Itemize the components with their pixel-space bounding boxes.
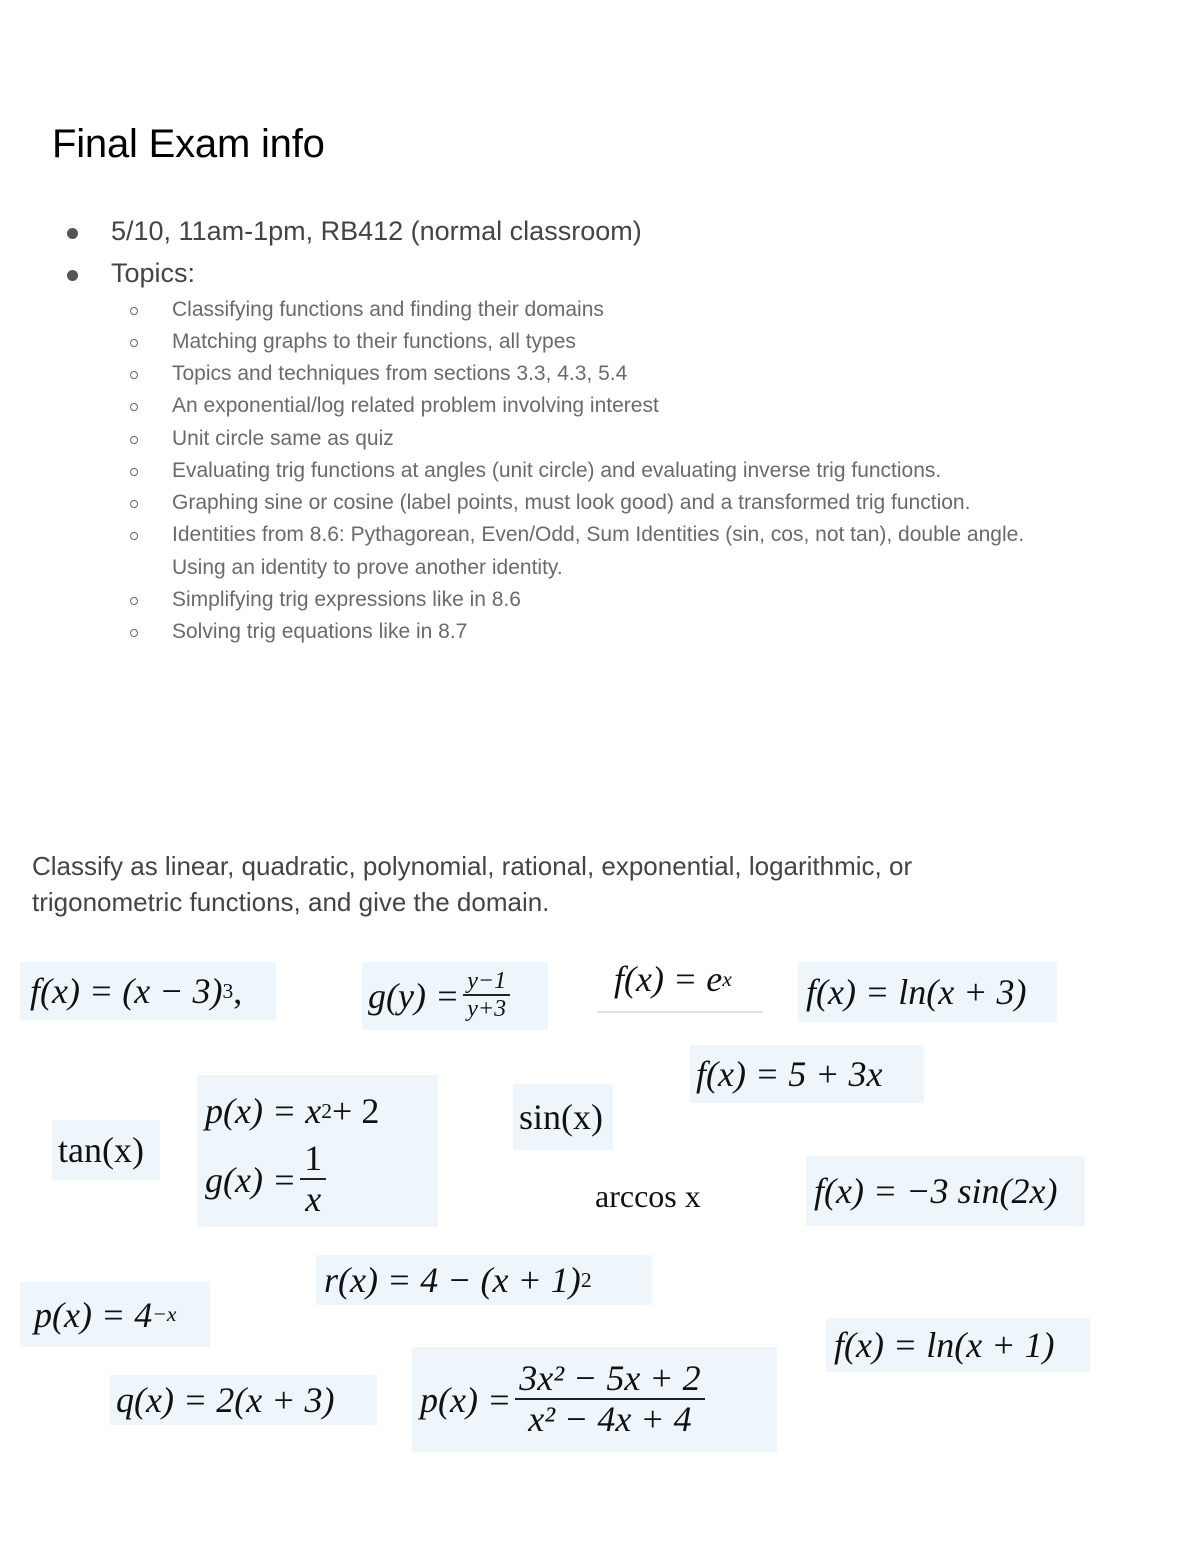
formula-linear xyxy=(690,1045,924,1103)
formula-text: f(x) = 5 + 3x xyxy=(696,1054,883,1094)
formula-base: (x − 3) xyxy=(122,971,223,1011)
formula-lhs: p(x) = 4 xyxy=(34,1294,153,1335)
topic-text: Evaluating trig functions at angles (unit circle) and evaluating inverse trig functions. xyxy=(172,459,942,482)
bullet-icon xyxy=(67,270,78,281)
topic-text: Unit circle same as quiz xyxy=(172,427,394,450)
formula-exponent: 2 xyxy=(321,1098,333,1123)
formula-text: tan(x) xyxy=(58,1130,144,1170)
bullet-icon xyxy=(67,228,78,239)
hollow-bullet-icon xyxy=(130,307,138,315)
hollow-bullet-icon xyxy=(130,371,138,379)
formula-exponential-4 xyxy=(20,1282,210,1347)
divider-line xyxy=(597,1011,763,1013)
formula-rational-gy xyxy=(362,962,548,1030)
hollow-bullet-icon xyxy=(130,403,138,411)
formula-ln-x-plus-3 xyxy=(798,962,1057,1022)
formula-cubic xyxy=(20,962,276,1020)
formula-sin xyxy=(513,1084,613,1150)
topic-text: Identities from 8.6: Pythagorean, Even/Odd, Sum Identities (sin, cos, not tan), double angle. xyxy=(172,523,1025,546)
denominator: x² − 4x + 4 xyxy=(528,1398,692,1439)
formula-tail: , xyxy=(233,971,243,1011)
page-title: Final Exam info xyxy=(52,122,325,166)
formula-lhs: f(x) = xyxy=(30,971,123,1011)
formula-text: sin(x) xyxy=(519,1097,603,1137)
formula-linear-q xyxy=(110,1375,377,1425)
formula-text: arccos x xyxy=(595,1177,701,1214)
formula-exponent: x xyxy=(722,966,732,991)
hollow-bullet-icon xyxy=(130,532,138,540)
formula-lhs: g(y) = xyxy=(368,976,460,1016)
formula-quadratic xyxy=(205,1082,379,1140)
numerator: 3x² − 5x + 2 xyxy=(515,1360,704,1400)
formula-quadratic-vertex xyxy=(316,1255,652,1305)
denominator: y+3 xyxy=(467,996,507,1023)
hollow-bullet-icon xyxy=(130,629,138,637)
topic-text: An exponential/log related problem involving interest xyxy=(172,394,659,417)
topic-text: Simplifying trig expressions like in 8.6 xyxy=(172,588,521,611)
formula-lhs: f(x) = e xyxy=(614,959,723,999)
instruction-line: Classify as linear, quadratic, polynomial, rational, exponential, logarithmic, or xyxy=(32,851,913,881)
formula-lhs: r(x) = 4 − (x + 1) xyxy=(324,1260,581,1300)
formula-text: q(x) = 2(x + 3) xyxy=(116,1380,335,1420)
formula-exponent: −x xyxy=(152,1302,177,1326)
formula-tail: + 2 xyxy=(332,1091,380,1132)
classify-instructions xyxy=(32,848,1132,920)
numerator: 1 xyxy=(300,1140,326,1180)
formula-exponent: 3 xyxy=(222,978,234,1003)
formula-reciprocal xyxy=(205,1140,330,1219)
fraction xyxy=(300,1140,326,1219)
hollow-bullet-icon xyxy=(130,468,138,476)
instruction-line: trigonometric functions, and give the domain. xyxy=(32,887,550,917)
formula-arccos xyxy=(595,1168,701,1224)
formula-sine-transformed xyxy=(806,1156,1085,1226)
fraction xyxy=(515,1357,704,1439)
hollow-bullet-icon xyxy=(130,500,138,508)
topic-text: Topics and techniques from sections 3.3, 4.3, 5.4 xyxy=(172,362,628,385)
hollow-bullet-icon xyxy=(130,339,138,347)
fraction xyxy=(463,969,510,1023)
hollow-bullet-icon xyxy=(130,597,138,605)
formula-exponential-ex xyxy=(614,952,732,1006)
hollow-bullet-icon xyxy=(130,436,138,444)
formula-ln-x-plus-1 xyxy=(826,1318,1090,1372)
numerator: y−1 xyxy=(463,969,510,996)
topic-text: Matching graphs to their functions, all types xyxy=(172,330,576,353)
formula-lhs: p(x) = xyxy=(420,1379,512,1420)
formula-text: f(x) = ln(x + 1) xyxy=(834,1325,1055,1365)
formula-text: f(x) = −3 sin(2x) xyxy=(814,1171,1058,1211)
formula-pair-quadratic-reciprocal xyxy=(197,1075,438,1227)
denominator: x xyxy=(305,1179,322,1220)
topic-text: Solving trig equations like in 8.7 xyxy=(172,620,468,643)
exam-time-location: 5/10, 11am-1pm, RB412 (normal classroom) xyxy=(111,216,642,246)
formula-rational-p xyxy=(412,1347,777,1452)
topics-heading: Topics: xyxy=(111,258,196,288)
formula-exponent: 2 xyxy=(580,1267,592,1292)
topic-text: Graphing sine or cosine (label points, must look good) and a transformed trig function. xyxy=(172,491,971,514)
formula-text: f(x) = ln(x + 3) xyxy=(806,972,1027,1012)
topic-text: Using an identity to prove another identity. xyxy=(172,556,563,579)
formula-tan xyxy=(52,1120,160,1180)
formula-lhs: p(x) = x xyxy=(205,1091,322,1132)
topic-text: Classifying functions and finding their domains xyxy=(172,298,604,321)
formula-lhs: g(x) = xyxy=(205,1159,297,1200)
